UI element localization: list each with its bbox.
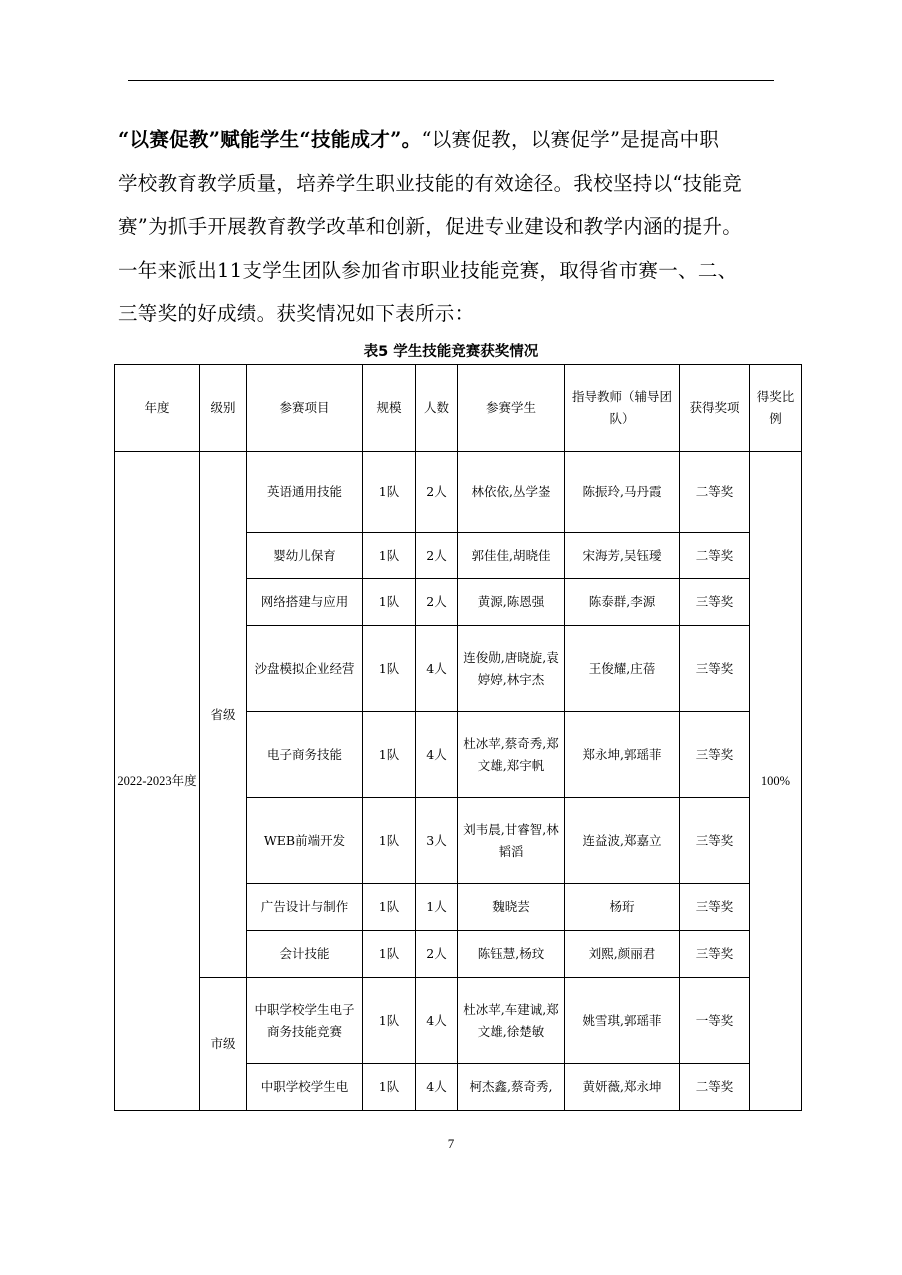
header-scale: 规模 <box>363 365 416 452</box>
cell-award: 三等奖 <box>680 579 750 626</box>
level-province: 省级 <box>200 452 247 978</box>
header-level: 级别 <box>200 365 247 452</box>
header-ratio: 得奖比例 <box>750 365 802 452</box>
para-line-3: 赛”为抓手开展教育教学改革和创新，促进专业建设和教学内涵的提升。 <box>118 215 743 238</box>
table-caption: 表5 学生技能竞赛获奖情况 <box>363 344 539 360</box>
header-students: 参赛学生 <box>458 365 565 452</box>
cell-teachers: 黄妍薇,郑永坤 <box>565 1064 680 1111</box>
cell-project: 中职学校学生电 <box>247 1064 363 1111</box>
para-line-4: 一年来派出11支学生团队参加省市职业技能竞赛，取得省市赛一、二、 <box>118 258 738 282</box>
cell-teachers: 宋海芳,吴钰璦 <box>565 533 680 579</box>
table-row <box>115 452 802 533</box>
cell-scale: 1队 <box>363 931 416 978</box>
cell-students: 郭佳佳,胡晓佳 <box>458 533 565 579</box>
cell-teachers: 连益波,郑嘉立 <box>565 798 680 884</box>
cell-award: 一等奖 <box>680 978 750 1064</box>
cell-scale: 1队 <box>363 452 416 533</box>
header-project: 参赛项目 <box>247 365 363 452</box>
cell-teachers: 陈泰群,李源 <box>565 579 680 626</box>
cell-project: 网络搭建与应用 <box>247 579 363 626</box>
cell-award: 三等奖 <box>680 626 750 712</box>
cell-award: 二等奖 <box>680 533 750 579</box>
cell-count: 2人 <box>416 579 458 626</box>
cell-project: WEB前端开发 <box>247 798 363 884</box>
table-row <box>115 978 802 1064</box>
page-number: 7 <box>447 1136 455 1151</box>
cell-count: 2人 <box>416 931 458 978</box>
ratio-cell: 100% <box>750 452 802 1111</box>
cell-count: 3人 <box>416 798 458 884</box>
cell-count: 4人 <box>416 626 458 712</box>
cell-award: 三等奖 <box>680 931 750 978</box>
cell-teachers: 刘熙,颜丽君 <box>565 931 680 978</box>
cell-students: 连俊勋,唐晓旋,袁婷婷,林宇杰 <box>458 626 565 712</box>
cell-teachers: 王俊耀,庄蓓 <box>565 626 680 712</box>
cell-students: 魏晓芸 <box>458 884 565 931</box>
cell-award: 二等奖 <box>680 1064 750 1111</box>
year-cell: 2022-2023年度 <box>115 452 200 1111</box>
para-line-5: 三等奖的好成绩。获奖情况如下表所示： <box>118 302 475 325</box>
cell-project: 婴幼儿保育 <box>247 533 363 579</box>
para-line-1-text: “以赛促教，以赛促学”是提高中职 <box>421 128 720 151</box>
cell-count: 2人 <box>416 533 458 579</box>
header-year: 年度 <box>115 365 200 452</box>
cell-students: 黄源,陈恩强 <box>458 579 565 626</box>
para-line-1 <box>118 118 790 162</box>
cell-project: 会计技能 <box>247 931 363 978</box>
cell-project: 英语通用技能 <box>247 452 363 533</box>
cell-count: 4人 <box>416 1064 458 1111</box>
cell-project: 沙盘模拟企业经营 <box>247 626 363 712</box>
cell-count: 4人 <box>416 712 458 798</box>
header-rule <box>128 80 774 81</box>
cell-scale: 1队 <box>363 712 416 798</box>
cell-scale: 1队 <box>363 626 416 712</box>
cell-project: 广告设计与制作 <box>247 884 363 931</box>
awards-table <box>114 364 802 1111</box>
cell-students: 林依依,丛学崟 <box>458 452 565 533</box>
cell-teachers: 姚雪琪,郭瑶菲 <box>565 978 680 1064</box>
cell-scale: 1队 <box>363 798 416 884</box>
level-city: 市级 <box>200 978 247 1111</box>
cell-count: 1人 <box>416 884 458 931</box>
header-teachers: 指导教师（辅导团队） <box>565 365 680 452</box>
cell-count: 4人 <box>416 978 458 1064</box>
cell-scale: 1队 <box>363 1064 416 1111</box>
cell-scale: 1队 <box>363 978 416 1064</box>
cell-scale: 1队 <box>363 884 416 931</box>
body-paragraph <box>118 118 790 336</box>
cell-award: 三等奖 <box>680 798 750 884</box>
cell-award: 三等奖 <box>680 884 750 931</box>
header-count: 人数 <box>416 365 458 452</box>
cell-teachers: 陈振玲,马丹霞 <box>565 452 680 533</box>
cell-students: 杜冰苹,蔡奇秀,郑文雄,郑宇帆 <box>458 712 565 798</box>
para-lead: “以赛促教”赋能学生“技能成才”。 <box>118 128 422 151</box>
cell-scale: 1队 <box>363 533 416 579</box>
cell-project: 电子商务技能 <box>247 712 363 798</box>
para-line-2: 学校教育教学质量，培养学生职业技能的有效途径。我校坚持以“技能竞 <box>118 171 743 195</box>
cell-award: 二等奖 <box>680 452 750 533</box>
cell-count: 2人 <box>416 452 458 533</box>
cell-students: 刘韦晨,甘睿智,林韬滔 <box>458 798 565 884</box>
cell-project: 中职学校学生电子商务技能竞赛 <box>247 978 363 1064</box>
cell-students: 杜冰苹,车建诚,郑文雄,徐楚敏 <box>458 978 565 1064</box>
header-award: 获得奖项 <box>680 365 750 452</box>
cell-students: 陈钰慧,杨玟 <box>458 931 565 978</box>
cell-teachers: 郑永坤,郭瑶菲 <box>565 712 680 798</box>
cell-teachers: 杨珩 <box>565 884 680 931</box>
cell-award: 三等奖 <box>680 712 750 798</box>
header-row <box>115 365 802 452</box>
cell-students: 柯杰鑫,蔡奇秀, <box>458 1064 565 1111</box>
cell-scale: 1队 <box>363 579 416 626</box>
